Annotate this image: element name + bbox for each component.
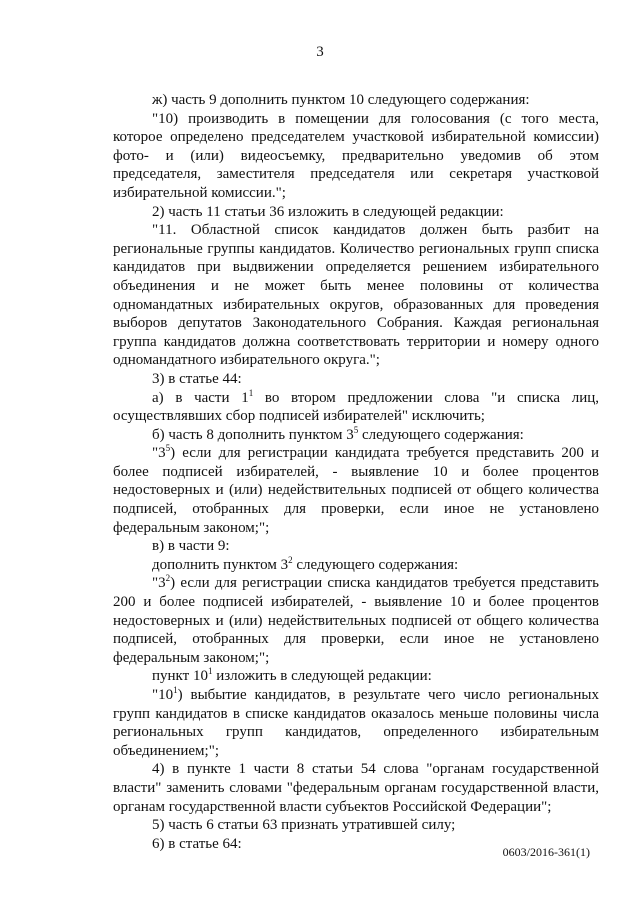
text-line: 2) часть 11 статьи 36 изложить в следующей редакции: — [152, 203, 504, 220]
text-line: федеральным законом;"; — [113, 649, 270, 666]
text-line: более подписей избирателей, - выявление 10 и более процентов — [113, 463, 599, 480]
text-line: "11. Областной список кандидатов должен быть разбит на — [152, 222, 599, 239]
text-line: групп кандидатов в списке кандидатов оказалось меньше половины числа — [113, 705, 599, 722]
text-line: председателя, заместителя председателя или секретаря участковой — [113, 166, 599, 183]
text-line: а) в части $1^1$ во втором предложении слова "и списка лиц, — [152, 387, 599, 406]
text-line: органам государственной власти субъектов Российской Федерации"; — [113, 798, 552, 815]
text-line: "10) производить в помещении для голосования (с того места, — [152, 110, 599, 127]
document-footer-code: 0603/2016-361(1) — [502, 845, 590, 859]
text-line: одномандатных избирательных округов, образованных для проведения — [113, 296, 599, 313]
text-line: которое определено председателем участковой избирательной комиссии) — [113, 129, 599, 146]
text-line: власти" заменить словами "федеральным органам государственной власти, — [113, 779, 599, 796]
text-line: выборов депутатов Законодательного Собрания. Каждая региональная — [113, 315, 599, 332]
page-number: 3 — [316, 44, 324, 60]
text-line: объединения и не может быть менее половины от количества — [113, 277, 599, 294]
text-line: в) в части 9: — [152, 538, 230, 555]
text-line: "$3^2$) если для регистрации списка кандидатов требуется представить — [152, 573, 599, 592]
text-line: 5) часть 6 статьи 63 признать утратившей силу; — [152, 817, 456, 834]
text-line: подписей, отобранных для проверки, если иное не установлено — [113, 631, 599, 648]
document-body — [113, 91, 599, 853]
text-line: фото- и (или) видеосъемку, предварительно уведомив об этом — [113, 147, 599, 164]
text-line: 200 и более подписей избирателей, - выявление 10 и более процентов — [113, 594, 599, 611]
text-line: б) часть 8 дополнить пунктом $3^5$ следующего содержания: — [152, 424, 524, 443]
text-line: пункт $10^1$ изложить в следующей редакции: — [152, 666, 432, 685]
text-line: региональных групп кандидатов, определенного избирательным — [113, 724, 599, 741]
text-line: ж) часть 9 дополнить пунктом 10 следующего содержания: — [152, 92, 530, 108]
text-line: недостоверных и (или) недействительных подписей от общего количества — [113, 482, 599, 499]
text-line: недостоверных и (или) недействительных подписей от общего количества — [113, 612, 599, 629]
text-line: "$3^5$) если для регистрации кандидата требуется представить 200 и — [152, 443, 599, 462]
text-line: избирательной комиссии."; — [113, 184, 286, 201]
text-line: региональные группы кандидатов. Количество региональных групп списка — [113, 240, 599, 257]
text-line: 6) в статье 64: — [152, 835, 242, 852]
text-line: федеральным законом;"; — [113, 519, 270, 536]
text-line: 3) в статье 44: — [152, 370, 242, 387]
text-line: кандидатов при выдвижении определяется решением избирательного — [113, 259, 599, 276]
text-line: подписей, отобранных для проверки, если иное не установлено — [113, 501, 599, 518]
text-line: 4) в пункте 1 части 8 статьи 54 слова "органам государственной — [152, 761, 599, 778]
text-line: одномандатного избирательного округа."; — [113, 352, 380, 369]
text-line: "$10^1$) выбытие кандидатов, в результате чего число региональных — [152, 685, 599, 703]
text-line: объединением;"; — [113, 742, 219, 759]
text-line: осуществлявших сбор подписей избирателей" исключить; — [113, 408, 485, 425]
text-line: дополнить пунктом $3^2$ следующего содержания: — [152, 554, 459, 573]
text-line: группа кандидатов должна соответствовать территории и номеру одного — [113, 333, 599, 350]
